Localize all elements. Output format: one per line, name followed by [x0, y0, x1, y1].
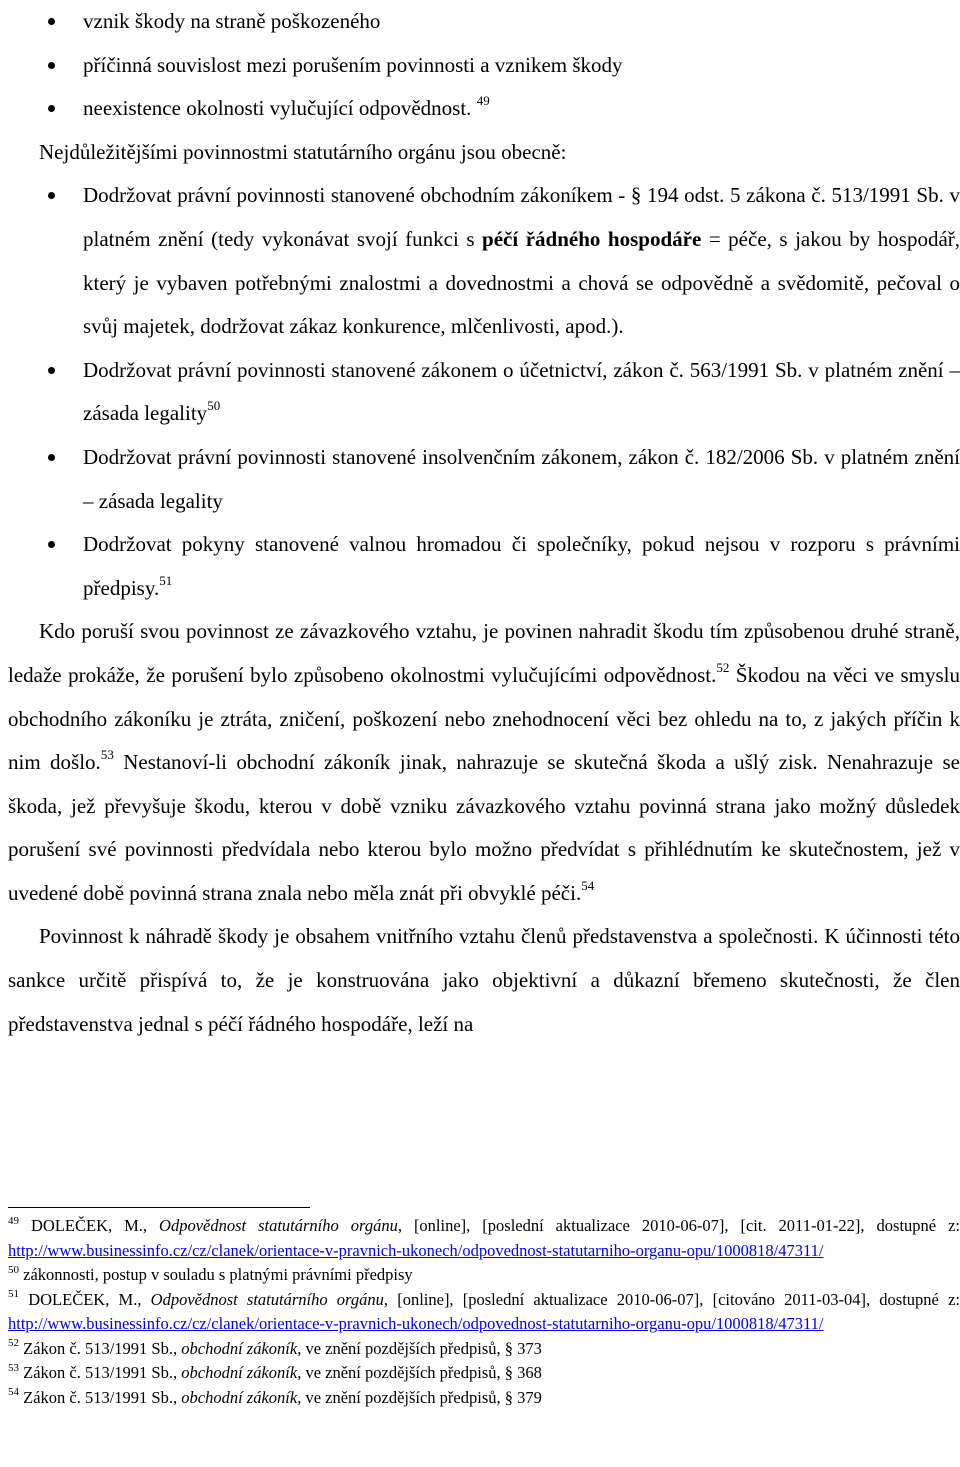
footnote: $^{54}$ Zákon č. 513/1991 Sb., obchodní zákoník, ve znění pozdějších předpisů, § 379 [8, 1386, 542, 1407]
list-item: Dodržovat právní povinnosti stanovené insolvenčním zákonem, zákon č. 182/2006 Sb. v platném znění – zásada legality [8, 436, 960, 523]
footnote-ref[interactable]: 51 [159, 572, 173, 588]
paragraph: Kdo poruší svou povinnost ze závazkového vztahu, je povinen nahradit škodu tím způsobenou druhé straně, ledaže prokáže, že porušení bylo způsobeno okolnostmi vylučujícími odpovědnost.$^{52}$ Škodou na věci ve smyslu obchodního zákoníku je ztráta, zničení, poškození nebo znehodnocení věci bez ohledu na to, z jakých příčin k nim došlo.$^{53}$ Nestanoví-li obchodní zákoník jinak, nahrazuje se skutečná škoda a ušlý zisk. Nenahrazuje se škoda, jež převyšuje škodu, kterou v době vzniku závazkového vztahu povinná strana jako možný důsledek porušení své povinnosti předvídala nebo kterou bylo možno předvídat s přihlédnutím ke skutečnostem, jež v uvedené době povinná strana znala nebo měla znát při obvyklé péči.$^{54}$ [8, 619, 960, 905]
footnote: $^{49}$ DOLEČEK, M., Odpovědnost statutárního orgánu, [online], [poslední aktualizace 2010-06-07], [cit. 2011-01-22], dostupné z: http://www.businessinfo.cz/cz/clanek/orientace-v-pravnich-ukonech/odpovednost-statutarniho-organu-opu/1000818/47311/ [8, 1214, 960, 1260]
list-item: neexistence okolnosti vylučující odpovědnost. $^{49}$ [8, 87, 960, 131]
list-item: Dodržovat právní povinnosti stanovené zákonem o účetnictví, zákon č. 563/1991 Sb. v platném znění – zásada legality$^{50}$ [8, 349, 960, 436]
footnote-ref[interactable]: 49 [476, 93, 490, 109]
list-item: Dodržovat pokyny stanovené valnou hromadou či společníky, pokud nejsou v rozporu s právními předpisy.$^{51}$ [8, 523, 960, 610]
footnote-ref[interactable]: 52 [716, 659, 730, 675]
source-link[interactable]: http://www.businessinfo.cz/cz/clanek/orientace-v-pravnich-ukonech/odpovednost-statutarniho-organu-opu/1000818/47311/ [8, 1240, 824, 1260]
footnote-ref[interactable]: 50 [207, 398, 221, 414]
list-item: příčinná souvislost mezi porušením povinnosti a vznikem škody [8, 44, 960, 88]
emphasis-text: péčí řádného hospodáře [482, 226, 702, 251]
footnote-ref[interactable]: 53 [100, 747, 114, 763]
main-text [8, 0, 960, 1046]
footnote-ref[interactable]: 54 [581, 877, 595, 893]
footnotes [8, 1207, 960, 1410]
footnote: $^{50}$ zákonnosti, postup v souladu s platnými právními předpisy [8, 1263, 413, 1284]
duties-heading: Nejdůležitějšími povinnostmi statutárního orgánu jsou obecně: [39, 139, 567, 164]
footnote: $^{51}$ DOLEČEK, M., Odpovědnost statutárního orgánu, [online], [poslední aktualizace 2010-06-07], [citováno 2011-03-04], dostupné z: http://www.businessinfo.cz/cz/clanek/orientace-v-pravnich-ukonech/odpovednost-statutarniho-organu-opu/1000818/47311/ [8, 1288, 960, 1333]
conditions-list [8, 0, 960, 131]
list-item: vznik škody na straně poškozeného [8, 0, 960, 44]
footnote: $^{52}$ Zákon č. 513/1991 Sb., obchodní zákoník, ve znění pozdějších předpisů, § 373 [8, 1337, 542, 1358]
duties-list [8, 174, 960, 610]
footnote: $^{53}$ Zákon č. 513/1991 Sb., obchodní zákoník, ve znění pozdějších předpisů, § 368 [8, 1361, 542, 1382]
list-item: Dodržovat právní povinnosti stanovené obchodním zákoníkem - § 194 odst. 5 zákona č. 513/1991 Sb. v platném znění (tedy vykonávat svojí funkci s péčí řádného hospodáře = péče, s jakou by hospodář, který je vybaven potřebnými znalostmi a dovednostmi a chová se odpovědně a svědomitě, pečoval o svůj majetek, dodržovat zákaz konkurence, mlčenlivosti, apod.). [8, 174, 960, 348]
source-link[interactable]: http://www.businessinfo.cz/cz/clanek/orientace-v-pravnich-ukonech/odpovednost-statutarniho-organu-opu/1000818/47311/ [8, 1314, 824, 1333]
paragraph: Povinnost k náhradě škody je obsahem vnitřního vztahu členů představenstva a společnosti. K účinnosti této sankce určitě přispívá to, že je konstruována jako objektivní a důkazní břemeno skutečnosti, že člen představenstva jednal s péčí řádného hospodáře, leží na [8, 924, 960, 1036]
footnote-divider [8, 1207, 310, 1208]
